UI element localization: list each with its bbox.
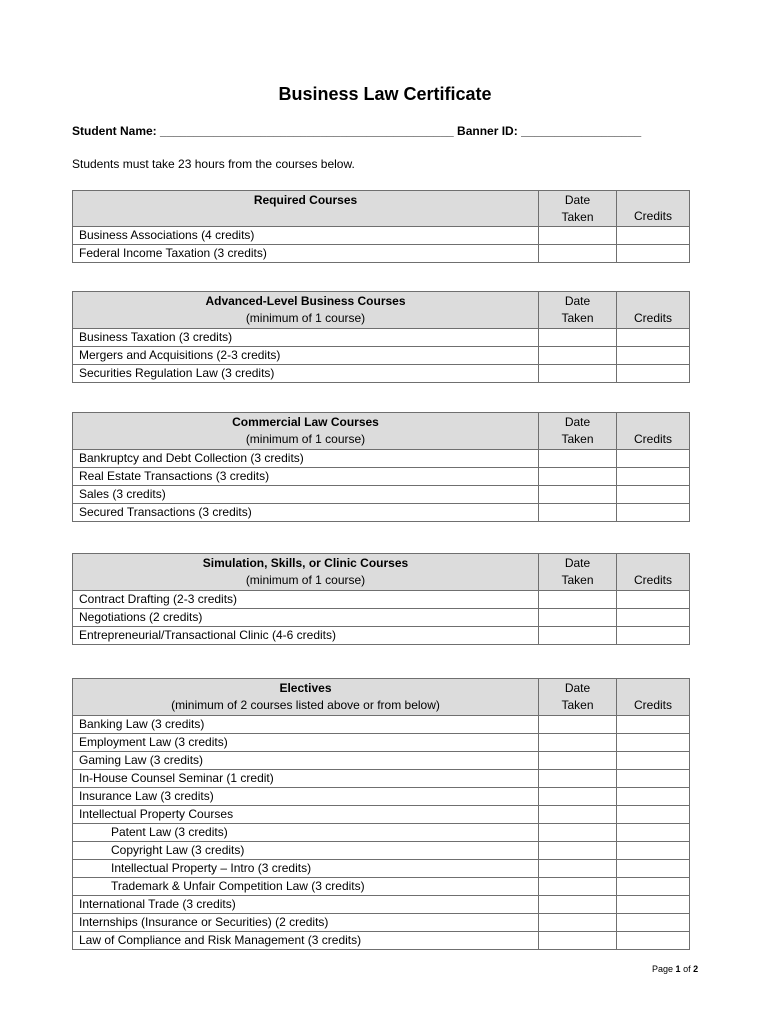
- date-taken-cell[interactable]: [539, 716, 617, 734]
- credits-cell[interactable]: [617, 347, 690, 365]
- date-taken-cell[interactable]: [539, 914, 617, 932]
- date-taken-cell[interactable]: [539, 627, 617, 645]
- course-name: Copyright Law (3 credits): [73, 842, 539, 860]
- credits-header: Credits: [617, 679, 690, 716]
- advanced-courses-table: [72, 291, 690, 383]
- credits-cell[interactable]: [617, 591, 690, 609]
- course-name: Negotiations (2 credits): [73, 609, 539, 627]
- date-taken-cell[interactable]: [539, 752, 617, 770]
- date-taken-cell[interactable]: [539, 878, 617, 896]
- table-row: [73, 329, 690, 347]
- table-row: [73, 896, 690, 914]
- credits-cell[interactable]: [617, 329, 690, 347]
- table-row: [73, 486, 690, 504]
- course-group-name: Intellectual Property Courses: [73, 806, 539, 824]
- date-taken-cell[interactable]: [539, 770, 617, 788]
- credits-cell[interactable]: [617, 914, 690, 932]
- course-name: Banking Law (3 credits): [73, 716, 539, 734]
- section-heading: Electives: [279, 681, 332, 695]
- table-header-row: [73, 679, 690, 716]
- table-row: [73, 770, 690, 788]
- credits-cell[interactable]: [617, 504, 690, 522]
- course-name: Securities Regulation Law (3 credits): [73, 365, 539, 383]
- course-name: Contract Drafting (2-3 credits): [73, 591, 539, 609]
- date-taken-header: Date Taken: [539, 679, 617, 716]
- section-heading-cell: [73, 191, 539, 227]
- credits-cell[interactable]: [617, 450, 690, 468]
- table-header-row: [73, 554, 690, 591]
- date-taken-cell[interactable]: [539, 932, 617, 950]
- date-taken-header: Date Taken: [539, 554, 617, 591]
- date-taken-cell[interactable]: [539, 591, 617, 609]
- date-taken-cell[interactable]: [539, 734, 617, 752]
- date-taken-cell[interactable]: [539, 486, 617, 504]
- credits-cell[interactable]: [617, 770, 690, 788]
- table-row: [73, 591, 690, 609]
- course-name: Business Associations (4 credits): [73, 227, 539, 245]
- table-row: [73, 609, 690, 627]
- page-title: Business Law Certificate: [278, 84, 492, 104]
- course-name: Employment Law (3 credits): [73, 734, 539, 752]
- credits-cell[interactable]: [617, 227, 690, 245]
- credits-cell[interactable]: [617, 878, 690, 896]
- course-name: Patent Law (3 credits): [73, 824, 539, 842]
- course-name: In-House Counsel Seminar (1 credit): [73, 770, 539, 788]
- date-taken-cell[interactable]: [539, 896, 617, 914]
- date-taken-cell[interactable]: [539, 468, 617, 486]
- credits-cell[interactable]: [617, 860, 690, 878]
- table-row: [73, 245, 690, 263]
- date-taken-cell[interactable]: [539, 365, 617, 383]
- table-row: [73, 806, 690, 824]
- section-subheading: (minimum of 1 course): [245, 311, 366, 325]
- credits-cell[interactable]: [617, 365, 690, 383]
- table-row: [73, 716, 690, 734]
- credits-cell[interactable]: [617, 245, 690, 263]
- course-name: Law of Compliance and Risk Management (3 credits): [73, 932, 539, 950]
- date-taken-header: Date Taken: [539, 292, 617, 329]
- section-heading: Required Courses: [253, 193, 358, 207]
- course-name: Intellectual Property – Intro (3 credits): [73, 860, 539, 878]
- table-row: [73, 752, 690, 770]
- date-taken-cell[interactable]: [539, 329, 617, 347]
- intro-text: Students must take 23 hours from the courses below.: [72, 157, 355, 171]
- table-row: [73, 468, 690, 486]
- credits-cell[interactable]: [617, 932, 690, 950]
- student-name-label: Student Name:: [72, 124, 157, 138]
- course-name: Bankruptcy and Debt Collection (3 credits): [73, 450, 539, 468]
- table-row: [73, 788, 690, 806]
- table-row: [73, 860, 690, 878]
- table-row: [73, 365, 690, 383]
- course-name: Secured Transactions (3 credits): [73, 504, 539, 522]
- table-header-row: [73, 191, 690, 227]
- course-name: Real Estate Transactions (3 credits): [73, 468, 539, 486]
- date-taken-cell[interactable]: [539, 860, 617, 878]
- table-row: [73, 734, 690, 752]
- section-subheading: (minimum of 1 course): [245, 432, 366, 446]
- course-name: International Trade (3 credits): [73, 896, 539, 914]
- commercial-courses-table: [72, 412, 690, 522]
- page-number-footer: Page 1 of 2: [652, 964, 699, 974]
- banner-id-label: Banner ID:: [457, 124, 518, 138]
- credits-cell[interactable]: [617, 468, 690, 486]
- course-name: Trademark & Unfair Competition Law (3 credits): [73, 878, 539, 896]
- table-row: [73, 627, 690, 645]
- table-header-row: [73, 413, 690, 450]
- course-name: Business Taxation (3 credits): [73, 329, 539, 347]
- section-heading-cell: [73, 413, 539, 450]
- table-row: [73, 504, 690, 522]
- section-subheading: (minimum of 1 course): [245, 573, 366, 587]
- credits-header: Credits: [617, 413, 690, 450]
- current-page-number: 1: [675, 964, 681, 974]
- table-row: [73, 932, 690, 950]
- course-name: Sales (3 credits): [73, 486, 539, 504]
- credits-cell[interactable]: [617, 896, 690, 914]
- date-taken-cell[interactable]: [539, 450, 617, 468]
- table-row: [73, 842, 690, 860]
- course-name: Entrepreneurial/Transactional Clinic (4-6 credits): [73, 627, 539, 645]
- table-row: [73, 347, 690, 365]
- credits-cell[interactable]: [617, 716, 690, 734]
- table-row: [73, 450, 690, 468]
- section-heading: Advanced-Level Business Courses: [205, 294, 406, 308]
- course-name: Insurance Law (3 credits): [73, 788, 539, 806]
- section-heading-cell: [73, 292, 539, 329]
- credits-cell[interactable]: [617, 788, 690, 806]
- credits-header: Credits: [617, 554, 690, 591]
- section-heading: Commercial Law Courses: [232, 415, 379, 429]
- credits-cell[interactable]: [617, 627, 690, 645]
- date-taken-cell[interactable]: [539, 609, 617, 627]
- course-name: Mergers and Acquisitions (2-3 credits): [73, 347, 539, 365]
- table-row: [73, 824, 690, 842]
- student-name-field[interactable]: ____________________________________________: [160, 124, 454, 138]
- date-taken-header: Date Taken: [539, 191, 617, 227]
- credits-cell[interactable]: [617, 752, 690, 770]
- date-taken-cell[interactable]: [539, 504, 617, 522]
- course-name: Federal Income Taxation (3 credits): [73, 245, 539, 263]
- credits-cell[interactable]: [617, 609, 690, 627]
- electives-table: [72, 678, 690, 950]
- date-taken-cell[interactable]: [539, 806, 617, 824]
- date-taken-cell[interactable]: [539, 227, 617, 245]
- section-heading-cell: [73, 554, 539, 591]
- credits-cell[interactable]: [617, 734, 690, 752]
- credits-header: Credits: [617, 191, 690, 227]
- date-taken-cell[interactable]: [539, 842, 617, 860]
- credits-cell[interactable]: [617, 842, 690, 860]
- credits-header: Credits: [617, 292, 690, 329]
- table-row: [73, 878, 690, 896]
- credits-cell[interactable]: [617, 824, 690, 842]
- total-page-number: 2: [693, 964, 699, 974]
- table-header-row: [73, 292, 690, 329]
- student-info-line: [72, 124, 641, 138]
- date-taken-header: Date Taken: [539, 413, 617, 450]
- table-row: [73, 227, 690, 245]
- date-taken-cell[interactable]: [539, 788, 617, 806]
- required-courses-table: [72, 190, 690, 263]
- section-subheading: (minimum of 2 courses listed above or from below): [171, 698, 440, 712]
- date-taken-cell[interactable]: [539, 245, 617, 263]
- credits-cell[interactable]: [617, 486, 690, 504]
- credits-cell[interactable]: [617, 806, 690, 824]
- banner-id-field[interactable]: __________________: [521, 124, 642, 138]
- date-taken-cell[interactable]: [539, 347, 617, 365]
- section-heading-cell: [73, 679, 539, 716]
- course-name: Internships (Insurance or Securities) (2 credits): [73, 914, 539, 932]
- table-row: [73, 914, 690, 932]
- date-taken-cell[interactable]: [539, 824, 617, 842]
- section-heading: Simulation, Skills, or Clinic Courses: [202, 556, 409, 570]
- course-name: Gaming Law (3 credits): [73, 752, 539, 770]
- simulation-courses-table: [72, 553, 690, 645]
